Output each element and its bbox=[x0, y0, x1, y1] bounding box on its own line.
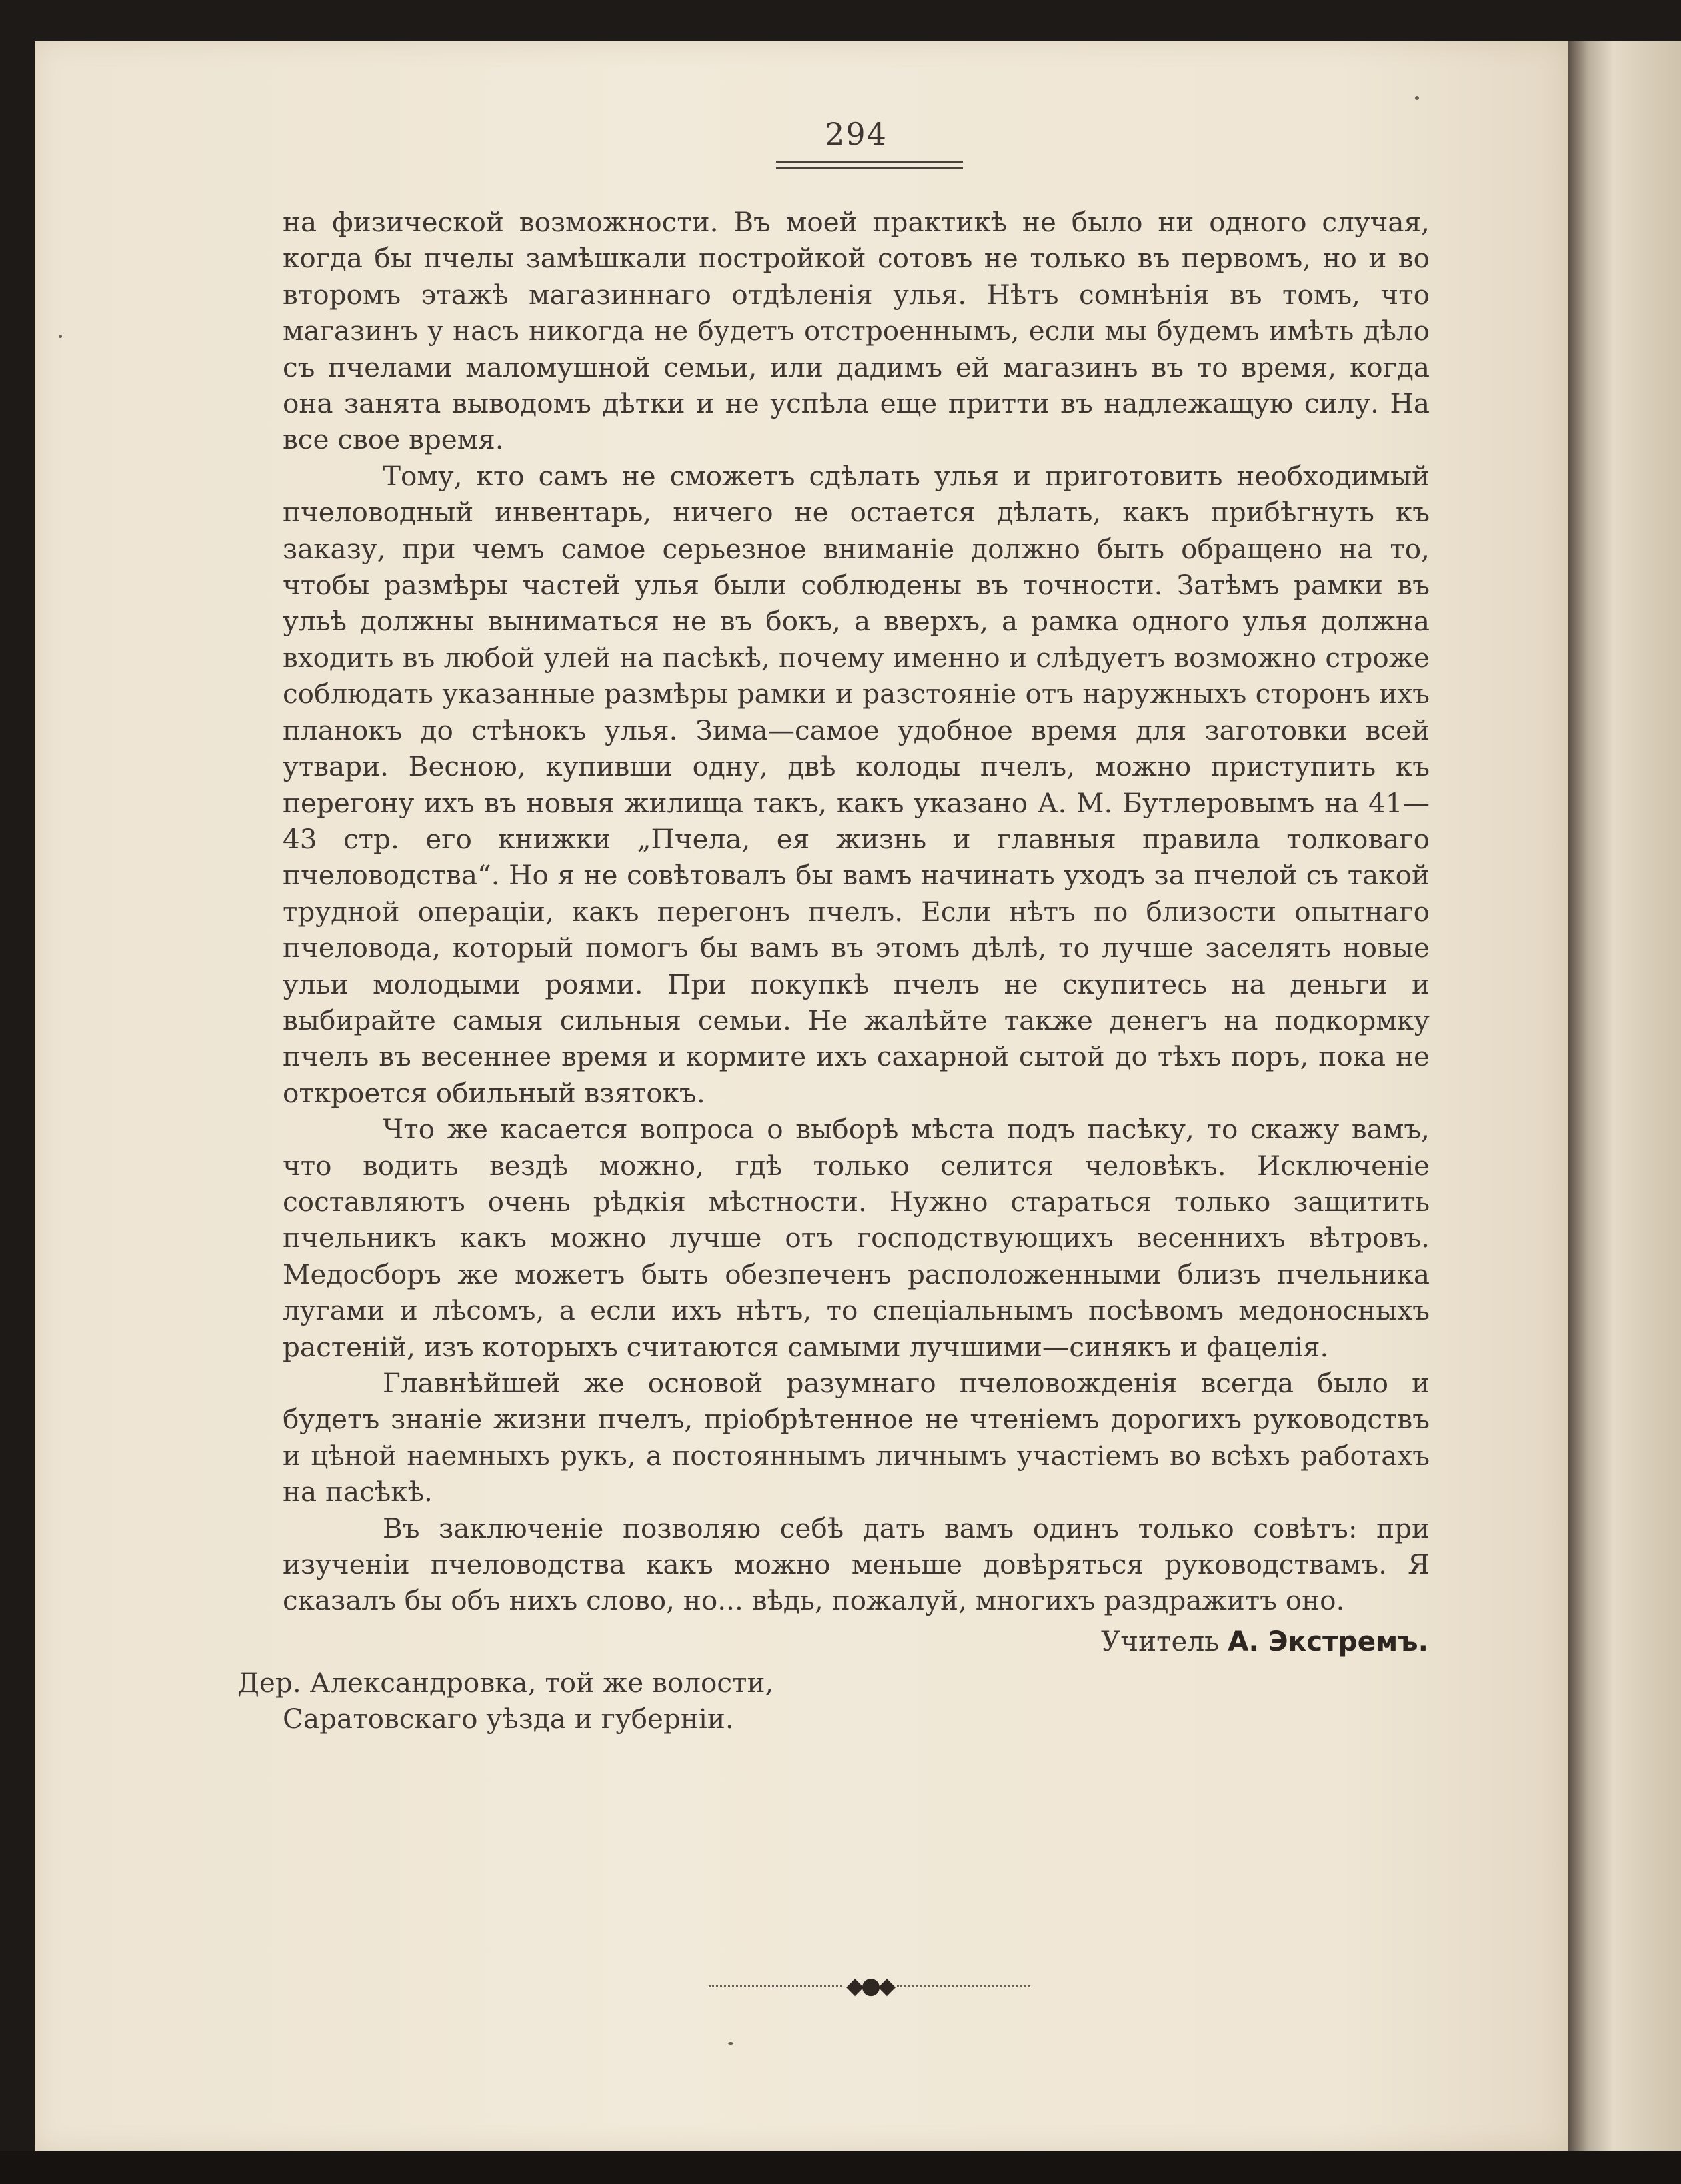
dotted-rule-right bbox=[897, 1985, 1030, 1987]
address bbox=[237, 1665, 1430, 1737]
end-ornament bbox=[696, 1973, 1043, 1999]
dotted-rule-left bbox=[709, 1985, 842, 1987]
paragraph-1: на физической возможности. Въ моей практикѣ не было ни одного случая, когда бы пчелы замѣшкали постройкой сотовъ не только въ первомъ, но и во второмъ этажѣ магазиннаго отдѣленія улья. Нѣтъ сомнѣнія въ томъ, что магазинъ у насъ никогда не будетъ отстроеннымъ, если мы будемъ имѣть дѣло съ пчелами маломушной семьи, или дадимъ ей магазинъ въ то время, когда она занята выводомъ дѣтки и не успѣла еще притти въ надлежащую силу. На все свое время. bbox=[283, 206, 1430, 456]
header-rule-bottom bbox=[776, 167, 963, 169]
paragraph-2: Тому, кто самъ не сможетъ сдѣлать улья и приготовить необходимый пчеловодный инвентарь, ничего не остается дѣлать, какъ прибѣгнуть къ заказу, при чемъ самое серьезное вниманіе должно быть обращено на то, чтобы размѣры частей улья были соблюдены въ точности. Затѣмъ рамки въ ульѣ должны выниматься не въ бокъ, а вверхъ, а рамка одного улья должна входить въ любой улей на пасѣкѣ, почему именно и слѣдуетъ возможно строже соблюдать указанные размѣры рамки и разстояніе отъ наружныхъ сторонъ ихъ планокъ до стѣнокъ улья. Зима—самое удобное время для заготовки всей утвари. Весною, купивши одну, двѣ колоды пчелъ, можно приступить къ перегону ихъ въ новыя жилища такъ, какъ указано А. М. Бутлеровымъ на 41—43 стр. его книжки „Пчела, ея жизнь и главныя правила толковаго пчеловодства“. Но я не совѣтовалъ бы вамъ начинать уходъ за пчелой съ такой трудной операціи, какъ перегонъ пчелъ. Если нѣтъ по близости опытнаго пчеловода, который помогъ бы вамъ въ этомъ дѣлѣ, то лучше заселять новые ульи молодыми роями. При покупкѣ пчелъ не скупитесь на деньги и выбирайте самыя сильныя семьи. Не жалѣйте также денегъ на подкормку пчелъ въ весеннее время и кормите ихъ сахарной сытой до тѣхъ поръ, пока не откроется обильный взятокъ. bbox=[283, 459, 1430, 1109]
signature-name: А. Экстремъ. bbox=[1228, 1624, 1428, 1657]
paper-speck bbox=[728, 2042, 733, 2045]
paper-speck bbox=[59, 335, 62, 338]
paper-speck bbox=[1415, 96, 1419, 100]
book-gutter bbox=[1568, 41, 1681, 2151]
header-rule-top bbox=[776, 161, 963, 163]
paragraph-4: Главнѣйшей же основой разумнаго пчеловожденія всегда было и будетъ знаніе жизни пчелъ, пріобрѣтенное не чтеніемъ дорогихъ руководствъ и цѣной наемныхъ рукъ, а постояннымъ личнымъ участіемъ во всѣхъ работахъ на пасѣкѣ. bbox=[283, 1367, 1430, 1508]
paragraph-5: Въ заключеніе позволяю себѣ дать вамъ одинъ только совѣтъ: при изученіи пчеловодства какъ можно меньше довѣряться руководствамъ. Я сказалъ бы объ нихъ слово, но... вѣдь, пожалуй, многихъ раздражитъ оно. bbox=[283, 1512, 1430, 1617]
address-line-1: Дер. Александровка, той же волости, bbox=[237, 1666, 774, 1699]
scan-border-bottom bbox=[0, 2151, 1681, 2184]
signature bbox=[283, 1623, 1428, 1659]
signature-title: Учитель bbox=[1101, 1624, 1220, 1657]
book-page bbox=[35, 41, 1568, 2151]
page-number: 294 bbox=[825, 116, 888, 152]
address-line-2: Саратовскаго уѣзда и губерніи. bbox=[283, 1703, 734, 1735]
article-body bbox=[237, 204, 1430, 1737]
ornament-glyph: ◆●◆ bbox=[846, 1973, 893, 1999]
paragraph-3: Что же касается вопроса о выборѣ мѣста подъ пасѣку, то скажу вамъ, что водить вездѣ можно, гдѣ только селится человѣкъ. Исключеніе составляютъ очень рѣдкія мѣстности. Нужно стараться только защитить пчельникъ какъ можно лучше отъ господствующихъ весеннихъ вѣтровъ. Медосборъ же можетъ быть обезпеченъ расположенными близъ пчельника лугами и лѣсомъ, а если ихъ нѣтъ, то спеціальнымъ посѣвомъ медоносныхъ растеній, изъ которыхъ считаются самыми лучшими—синякъ и фацелія. bbox=[283, 1113, 1430, 1363]
